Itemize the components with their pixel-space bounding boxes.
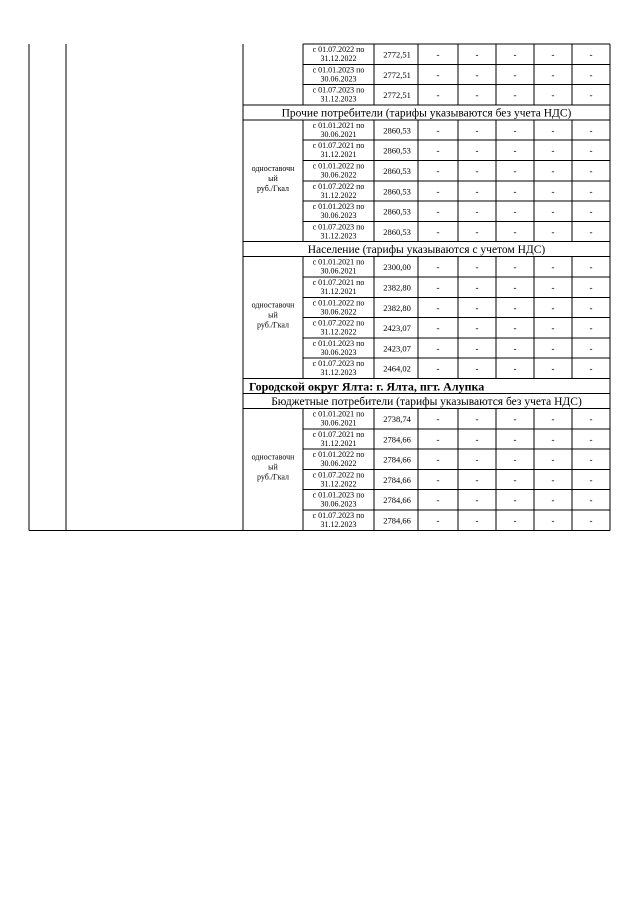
empty-cell-dash: - (513, 226, 517, 237)
tariff-value: 2860,53 (383, 166, 411, 176)
empty-cell-dash: - (551, 302, 555, 313)
empty-cell-dash: - (513, 323, 517, 334)
period-start: с 01.07.2023 по (312, 85, 365, 95)
tariff-value: 2382,80 (383, 282, 411, 293)
period-start: с 01.07.2022 по (312, 181, 365, 191)
empty-cell-dash: - (551, 206, 555, 217)
empty-cell-dash: - (589, 414, 593, 424)
period-start: с 01.07.2022 по (312, 45, 365, 54)
empty-cell-dash: - (513, 414, 517, 424)
empty-cell-dash: - (513, 125, 517, 136)
empty-cell-dash: - (589, 226, 593, 237)
empty-cell-dash: - (589, 166, 593, 176)
tariff-value: 2300,00 (383, 262, 411, 273)
empty-cell-dash: - (513, 282, 517, 293)
empty-cell-dash: - (551, 414, 555, 424)
period-start: с 01.07.2021 по (312, 429, 365, 439)
period-start: с 01.01.2021 по (312, 257, 365, 267)
empty-cell-dash: - (551, 226, 555, 237)
period-start: с 01.01.2022 по (312, 450, 365, 460)
period-end: 31.12.2021 (320, 150, 357, 160)
empty-cell-dash: - (551, 343, 555, 354)
unit-label: руб./Гкал (256, 320, 290, 330)
period-start: с 01.01.2023 по (312, 338, 365, 348)
empty-cell-dash: - (475, 145, 479, 156)
section-header: Бюджетные потребители (тарифы указываются без учета НДС) (271, 396, 582, 408)
period-end: 30.06.2022 (320, 307, 357, 317)
empty-cell-dash: - (475, 49, 479, 60)
period-end: 30.06.2023 (320, 74, 357, 84)
empty-cell-dash: - (436, 282, 440, 293)
empty-cell-dash: - (436, 90, 440, 101)
period-start: с 01.07.2023 по (312, 359, 365, 369)
empty-cell-dash: - (436, 166, 440, 176)
unit-label: ый (268, 310, 278, 320)
empty-cell-dash: - (551, 186, 555, 197)
empty-cell-dash: - (513, 186, 517, 197)
tariff-value: 2738,74 (383, 414, 411, 424)
empty-cell-dash: - (513, 69, 517, 80)
empty-cell-dash: - (436, 363, 440, 374)
tariff-value: 2772,51 (383, 49, 411, 60)
period-end: 30.06.2021 (320, 129, 357, 139)
empty-cell-dash: - (551, 262, 555, 273)
empty-cell-dash: - (513, 49, 517, 60)
empty-cell-dash: - (589, 206, 593, 217)
empty-cell-dash: - (551, 323, 555, 334)
empty-cell-dash: - (589, 282, 593, 293)
empty-cell-dash: - (475, 282, 479, 293)
period-end: 30.06.2021 (320, 418, 357, 428)
empty-cell-dash: - (436, 226, 440, 237)
empty-cell-dash: - (436, 206, 440, 217)
section-header: Прочие потребители (тарифы указываются без учета НДС) (281, 107, 572, 120)
empty-cell-dash: - (475, 363, 479, 374)
unit-label: ый (268, 462, 278, 472)
empty-cell-dash: - (589, 186, 593, 197)
empty-cell-dash: - (551, 69, 555, 80)
period-end: 31.12.2023 (320, 520, 357, 529)
empty-cell-dash: - (436, 302, 440, 313)
period-end: 30.06.2021 (320, 266, 357, 276)
tariff-value: 2772,51 (383, 90, 411, 101)
period-start: с 01.07.2022 по (312, 470, 365, 480)
unit-label: руб./Гкал (256, 472, 290, 482)
empty-cell-dash: - (589, 69, 593, 80)
period-start: с 01.01.2023 по (312, 202, 365, 212)
empty-cell-dash: - (475, 474, 479, 485)
empty-cell-dash: - (436, 186, 440, 197)
empty-cell-dash: - (475, 302, 479, 313)
period-start: с 01.07.2021 по (312, 141, 365, 151)
unit-label: одноставочн (251, 452, 295, 462)
empty-cell-dash: - (436, 262, 440, 273)
empty-cell-dash: - (475, 125, 479, 136)
empty-cell-dash: - (475, 90, 479, 101)
empty-cell-dash: - (513, 495, 517, 506)
empty-cell-dash: - (475, 206, 479, 217)
empty-cell-dash: - (551, 474, 555, 485)
empty-cell-dash: - (551, 495, 555, 506)
district-header: Городской округ Ялта: г. Ялта, пгт. Алупка (249, 379, 485, 394)
empty-cell-dash: - (475, 226, 479, 237)
empty-cell-dash: - (475, 414, 479, 424)
tariff-value: 2784,66 (383, 515, 411, 526)
period-start: с 01.07.2023 по (312, 222, 365, 232)
empty-cell-dash: - (475, 166, 479, 176)
empty-cell-dash: - (436, 145, 440, 156)
empty-cell-dash: - (513, 434, 517, 445)
tariff-value: 2784,66 (383, 434, 411, 445)
tariff-value: 2784,66 (383, 454, 411, 465)
empty-cell-dash: - (475, 434, 479, 445)
empty-cell-dash: - (551, 515, 555, 526)
empty-cell-dash: - (475, 262, 479, 273)
unit-label: ый (268, 173, 278, 183)
empty-cell-dash: - (589, 515, 593, 526)
empty-cell-dash: - (551, 90, 555, 101)
tariff-value: 2784,66 (383, 474, 411, 485)
period-end: 31.12.2022 (320, 54, 357, 63)
empty-cell-dash: - (589, 343, 593, 354)
tariff-value: 2423,07 (383, 343, 411, 354)
tariff-value: 2423,07 (383, 323, 411, 334)
empty-cell-dash: - (513, 474, 517, 485)
period-start: с 01.07.2023 по (312, 511, 365, 520)
period-end: 31.12.2021 (320, 287, 357, 296)
empty-cell-dash: - (513, 363, 517, 374)
empty-cell-dash: - (513, 262, 517, 273)
empty-cell-dash: - (589, 262, 593, 273)
period-start: с 01.01.2022 по (312, 298, 365, 308)
empty-cell-dash: - (513, 206, 517, 217)
empty-cell-dash: - (436, 474, 440, 485)
empty-cell-dash: - (513, 515, 517, 526)
empty-cell-dash: - (436, 434, 440, 445)
empty-cell-dash: - (551, 125, 555, 136)
empty-cell-dash: - (513, 90, 517, 101)
period-end: 31.12.2023 (320, 368, 357, 378)
period-start: с 01.07.2021 по (312, 278, 365, 287)
empty-cell-dash: - (551, 49, 555, 60)
empty-cell-dash: - (475, 454, 479, 465)
period-end: 30.06.2023 (320, 211, 357, 221)
empty-cell-dash: - (475, 343, 479, 354)
period-end: 31.12.2023 (320, 231, 357, 241)
period-end: 31.12.2022 (320, 479, 357, 489)
period-start: с 01.01.2022 по (312, 161, 365, 171)
empty-cell-dash: - (589, 49, 593, 60)
unit-label: руб./Гкал (256, 183, 290, 193)
empty-cell-dash: - (551, 145, 555, 156)
empty-cell-dash: - (551, 282, 555, 293)
tariff-value: 2860,53 (383, 145, 411, 156)
empty-cell-dash: - (551, 454, 555, 465)
empty-cell-dash: - (513, 145, 517, 156)
unit-label: одноставочн (251, 163, 295, 173)
empty-cell-dash: - (436, 69, 440, 80)
empty-cell-dash: - (436, 515, 440, 526)
empty-cell-dash: - (589, 323, 593, 334)
empty-cell-dash: - (513, 166, 517, 176)
period-end: 30.06.2023 (320, 347, 357, 357)
period-end: 31.12.2021 (320, 438, 357, 448)
empty-cell-dash: - (513, 343, 517, 354)
period-start: с 01.01.2021 по (312, 409, 365, 419)
empty-cell-dash: - (589, 302, 593, 313)
period-end: 30.06.2022 (320, 459, 357, 469)
tariff-value: 2464,02 (383, 363, 411, 374)
tariff-value: 2860,53 (383, 206, 411, 217)
period-start: с 01.01.2023 по (312, 490, 365, 500)
empty-cell-dash: - (551, 166, 555, 176)
empty-cell-dash: - (551, 363, 555, 374)
empty-cell-dash: - (589, 454, 593, 465)
empty-cell-dash: - (436, 454, 440, 465)
empty-cell-dash: - (513, 454, 517, 465)
empty-cell-dash: - (436, 414, 440, 424)
empty-cell-dash: - (436, 495, 440, 506)
empty-cell-dash: - (589, 363, 593, 374)
empty-cell-dash: - (513, 302, 517, 313)
empty-cell-dash: - (436, 49, 440, 60)
section-header: Население (тарифы указываются с учетом НДС) (307, 244, 546, 257)
period-end: 31.12.2023 (320, 94, 357, 104)
period-end: 30.06.2023 (320, 499, 357, 509)
empty-cell-dash: - (475, 495, 479, 506)
empty-cell-dash: - (436, 323, 440, 334)
empty-cell-dash: - (475, 323, 479, 334)
empty-cell-dash: - (436, 343, 440, 354)
empty-cell-dash: - (589, 434, 593, 445)
empty-cell-dash: - (589, 495, 593, 506)
empty-cell-dash: - (551, 434, 555, 445)
tariff-value: 2860,53 (383, 226, 411, 237)
period-start: с 01.01.2023 по (312, 65, 365, 75)
period-start: с 01.07.2022 по (312, 318, 365, 328)
empty-cell-dash: - (436, 125, 440, 136)
tariff-value: 2772,51 (383, 69, 411, 80)
tariff-value: 2860,53 (383, 125, 411, 136)
tariff-value: 2784,66 (383, 495, 411, 506)
unit-label: одноставочн (251, 300, 295, 310)
tariff-value: 2860,53 (383, 186, 411, 197)
empty-cell-dash: - (589, 125, 593, 136)
tariff-value: 2382,80 (383, 302, 411, 313)
empty-cell-dash: - (589, 90, 593, 101)
empty-cell-dash: - (475, 515, 479, 526)
empty-cell-dash: - (589, 145, 593, 156)
period-end: 30.06.2022 (320, 170, 357, 180)
period-end: 31.12.2022 (320, 327, 357, 337)
period-end: 31.12.2022 (320, 190, 357, 200)
empty-cell-dash: - (475, 186, 479, 197)
period-start: с 01.01.2021 по (312, 120, 365, 130)
empty-cell-dash: - (475, 69, 479, 80)
empty-cell-dash: - (589, 474, 593, 485)
